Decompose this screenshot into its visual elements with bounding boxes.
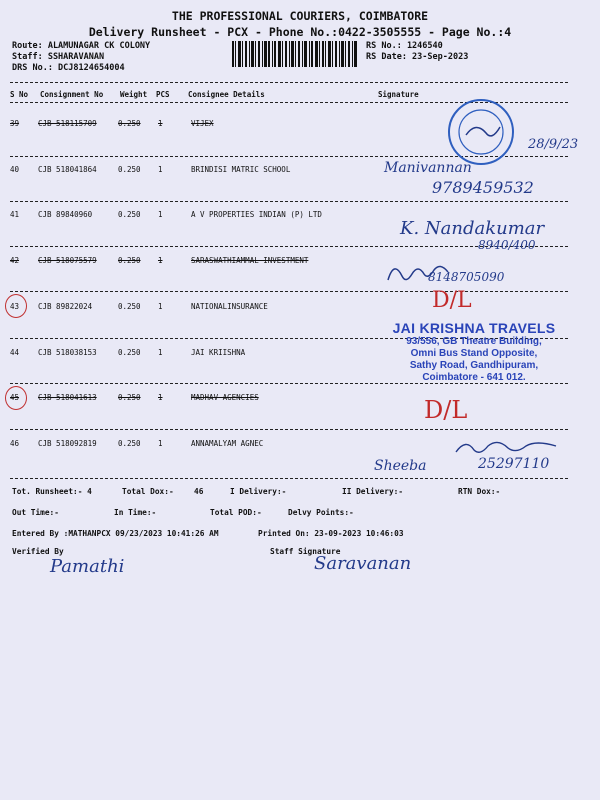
- row-sno: 41: [10, 210, 20, 219]
- row-consignee: A V PROPERTIES INDIAN (P) LTD: [191, 210, 322, 219]
- row-pcs: 1: [158, 393, 163, 402]
- divider: [10, 291, 568, 292]
- divider: [10, 478, 568, 479]
- staff-signature-label: Staff Signature: [270, 547, 341, 556]
- col-pcs: PCS: [156, 90, 170, 99]
- row-weight: 0.250: [118, 393, 141, 402]
- ii-delivery: II Delivery:-: [342, 487, 404, 496]
- row-consignment: CJB 518038153: [38, 348, 97, 357]
- col-sno: S No: [10, 90, 29, 99]
- row-consignee: JAI KRIISHNA: [191, 348, 246, 357]
- runsheet-subtitle: Delivery Runsheet - PCX - Phone No.:0422-3505555 - Page No.:4: [88, 25, 512, 39]
- row-weight: 0.250: [118, 439, 141, 448]
- delvy-points: Delvy Points:-: [288, 508, 354, 517]
- row-consignment: CJB 518075579: [38, 256, 97, 265]
- row-sno: 45: [10, 393, 20, 402]
- row-pcs: 1: [158, 119, 163, 128]
- row-consignee: ANNAMALYAM AGNEC: [191, 439, 264, 448]
- row-weight: 0.250: [118, 302, 141, 311]
- row-consignee: SARASWATHIAMMAL INVESTMENT: [191, 256, 309, 265]
- row-sno: 43: [10, 302, 20, 311]
- row-weight: 0.250: [118, 256, 141, 265]
- row-pcs: 1: [158, 439, 163, 448]
- staff-label: Staff: SSHARAVANAN: [12, 52, 105, 62]
- stamp-address-line: Omni Bus Stand Opposite,: [410, 348, 538, 359]
- handwritten-number: 8940/400: [478, 238, 536, 252]
- row-sno: 39: [10, 119, 20, 128]
- handwritten-phone: 9789459532: [432, 178, 534, 197]
- tot-runsheet: Tot. Runsheet:- 4: [12, 487, 92, 496]
- row-pcs: 1: [158, 302, 163, 311]
- company-stamp: [374, 320, 574, 384]
- row-weight: 0.250: [118, 165, 141, 174]
- handwritten-phone: 8148705090: [428, 270, 505, 284]
- row-consignee: VIJEX: [191, 119, 214, 128]
- rtn-dox: RTN Dox:-: [458, 487, 501, 496]
- verified-by-label: Verified By: [12, 547, 64, 556]
- stamp-address-line: 93/556, GB Theatre Building,: [406, 336, 542, 347]
- total-dox-value: 46: [194, 487, 204, 496]
- handwritten-name: Manivannan: [384, 160, 472, 176]
- delivered-mark: D/L: [432, 288, 472, 313]
- in-time: In Time:-: [114, 508, 157, 517]
- route-label: Route: ALAMUNAGAR CK COLONY: [12, 41, 151, 51]
- delivered-mark: D/L: [424, 396, 468, 424]
- row-sno: 40: [10, 165, 20, 174]
- divider: [10, 201, 568, 202]
- red-circle-mark: [5, 294, 27, 318]
- col-signature: Signature: [378, 90, 419, 99]
- entered-by: Entered By :MATHANPCX 09/23/2023 10:41:26 AM: [12, 529, 219, 538]
- row-pcs: 1: [158, 348, 163, 357]
- handwritten-name: K. Nandakumar: [400, 218, 545, 239]
- staff-handwritten-signature: Saravanan: [314, 553, 412, 574]
- stamp-address-line: Coimbatore - 641 012.: [422, 372, 526, 383]
- row-consignment: CJB 518041864: [38, 165, 97, 174]
- out-time: Out Time:-: [12, 508, 59, 517]
- printed-on: Printed On: 23-09-2023 10:46:03: [258, 529, 404, 538]
- company-title: THE PROFESSIONAL COURIERS, COIMBATORE: [171, 9, 429, 23]
- handwritten-number: 25297110: [478, 456, 550, 472]
- row-pcs: 1: [158, 165, 163, 174]
- row-sno: 42: [10, 256, 20, 265]
- row-consignment: CJB 89840960: [38, 210, 93, 219]
- red-circle-mark: [5, 386, 27, 410]
- row-sno: 46: [10, 439, 20, 448]
- total-pod: Total POD:-: [210, 508, 262, 517]
- divider: [10, 429, 568, 430]
- drs-number: DRS No.: DCJ8124654004: [12, 63, 125, 73]
- row-consignee: MADHAV AGENCIES: [191, 393, 259, 402]
- col-consignee: Consignee Details: [188, 90, 265, 99]
- divider: [10, 82, 568, 83]
- row-pcs: 1: [158, 256, 163, 265]
- round-seal-stamp: [446, 97, 516, 167]
- total-dox-label: Total Dox:-: [122, 487, 174, 496]
- handwritten-name: Sheeba: [374, 458, 427, 474]
- row-consignee: NATIONALINSURANCE: [191, 302, 268, 311]
- barcode-image: [232, 41, 358, 67]
- i-delivery: I Delivery:-: [230, 487, 287, 496]
- verifier-signature: Pamathi: [50, 556, 125, 577]
- col-weight: Weight: [120, 90, 148, 99]
- row-sno: 44: [10, 348, 20, 357]
- row-weight: 0.250: [118, 348, 141, 357]
- col-consignment: Consignment No: [40, 90, 104, 99]
- row-consignment: CJB 518041613: [38, 393, 97, 402]
- row-consignment: CJB 518115709: [38, 119, 97, 128]
- stamp-company-name: JAI KRISHNA TRAVELS: [392, 320, 556, 336]
- signature-scribble: [452, 436, 562, 458]
- rs-date: RS Date: 23-Sep-2023: [366, 52, 469, 62]
- row-consignee: BRINDISI MATRIC SCHOOL: [191, 165, 291, 174]
- row-pcs: 1: [158, 210, 163, 219]
- row-consignment: CJB 518092819: [38, 439, 97, 448]
- row-consignment: CJB 89822024: [38, 302, 93, 311]
- rs-number: RS No.: 1246540: [366, 41, 443, 51]
- row-weight: 0.250: [118, 119, 141, 128]
- handwritten-date: 28/9/23: [528, 137, 579, 152]
- row-weight: 0.250: [118, 210, 141, 219]
- stamp-address-line: Sathy Road, Gandhipuram,: [409, 360, 539, 371]
